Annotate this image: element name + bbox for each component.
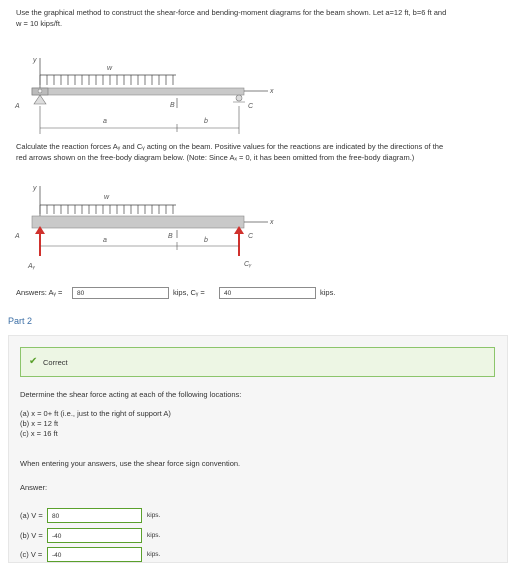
shear-prompt: Determine the shear force acting at each of the following locations: bbox=[20, 390, 242, 399]
answer-label: Answer: bbox=[20, 483, 48, 492]
vb-unit: kips. bbox=[147, 532, 161, 539]
part2-heading: Part 2 bbox=[8, 316, 33, 326]
ay-answer-field[interactable]: 80 bbox=[72, 287, 169, 299]
distributed-load-arrows bbox=[40, 75, 173, 85]
vc-answer-field[interactable]: -40 bbox=[47, 547, 142, 562]
correct-banner bbox=[20, 347, 495, 377]
fig2-A-label: A bbox=[15, 233, 20, 240]
fig2-Cy-label: Cᵧ bbox=[244, 261, 252, 268]
fig2-y-label: y bbox=[33, 185, 37, 192]
fig1-w-label: w bbox=[107, 65, 113, 72]
beam bbox=[32, 88, 244, 95]
fig1-y-label: y bbox=[33, 57, 37, 64]
vb-label: (b) V = bbox=[20, 531, 43, 540]
reaction-arrow-ay bbox=[35, 226, 45, 256]
location-c: (c) x = 16 ft bbox=[20, 429, 58, 438]
location-b: (b) x = 12 ft bbox=[20, 419, 59, 428]
fig2-b-dim: b bbox=[204, 237, 208, 244]
roller-support-c bbox=[233, 95, 245, 102]
reaction-statement-line2: red arrows shown on the free-body diagram below. (Note: Since Aₓ = 0, it has been omitted from the free-body diagram.) bbox=[16, 153, 415, 162]
cy-answer-field[interactable]: 40 bbox=[219, 287, 316, 299]
va-answer-field[interactable]: 80 bbox=[47, 508, 142, 523]
free-body-diagram bbox=[0, 168, 515, 278]
fig1-b-dim: b bbox=[204, 118, 208, 125]
cy-unit-label: kips. bbox=[320, 288, 336, 297]
fig2-C-label: C bbox=[248, 233, 254, 240]
fbd-load-arrows bbox=[40, 205, 173, 214]
problem-statement-line1: Use the graphical method to construct the shear-force and bending-moment diagrams for the beam shown. Let a=12 ft, b=6 ft and bbox=[16, 8, 447, 17]
va-unit: kips. bbox=[147, 512, 161, 519]
fig2-x-label: x bbox=[270, 219, 274, 226]
fig2-B-label: B bbox=[168, 233, 173, 240]
ay-unit-label: kips, Cᵧ = bbox=[173, 288, 205, 297]
status-text: Correct bbox=[43, 358, 68, 367]
fig2-Ay-label: Aᵧ bbox=[28, 263, 36, 270]
fbd-beam bbox=[32, 216, 244, 228]
reaction-arrow-cy bbox=[234, 226, 244, 256]
vc-unit: kips. bbox=[147, 551, 161, 558]
sign-convention-note: When entering your answers, use the shear force sign convention. bbox=[20, 459, 241, 468]
problem-statement-line2: w = 10 kips/ft. bbox=[16, 19, 63, 28]
beam-figure bbox=[0, 30, 515, 140]
checkmark-icon: ✔ bbox=[29, 356, 38, 367]
pin-support-a bbox=[32, 88, 48, 104]
fig2-w-label: w bbox=[104, 194, 110, 201]
fig2-a-dim: a bbox=[103, 237, 107, 244]
va-label: (a) V = bbox=[20, 511, 43, 520]
fig1-x-label: x bbox=[270, 88, 274, 95]
location-a: (a) x = 0+ ft (i.e., just to the right of support A) bbox=[20, 409, 171, 418]
vb-answer-field[interactable]: -40 bbox=[47, 528, 142, 543]
fig1-C-label: C bbox=[248, 103, 254, 110]
vc-label: (c) V = bbox=[20, 550, 43, 559]
fig1-B-label: B bbox=[170, 102, 175, 109]
answers-label: Answers: Aᵧ = bbox=[16, 288, 63, 297]
fig1-A-label: A bbox=[15, 103, 20, 110]
reaction-statement-line1: Calculate the reaction forces Aᵧ and Cᵧ acting on the beam. Positive values for the reactions are indicated by the directions of the bbox=[16, 142, 444, 151]
fig1-a-dim: a bbox=[103, 118, 107, 125]
